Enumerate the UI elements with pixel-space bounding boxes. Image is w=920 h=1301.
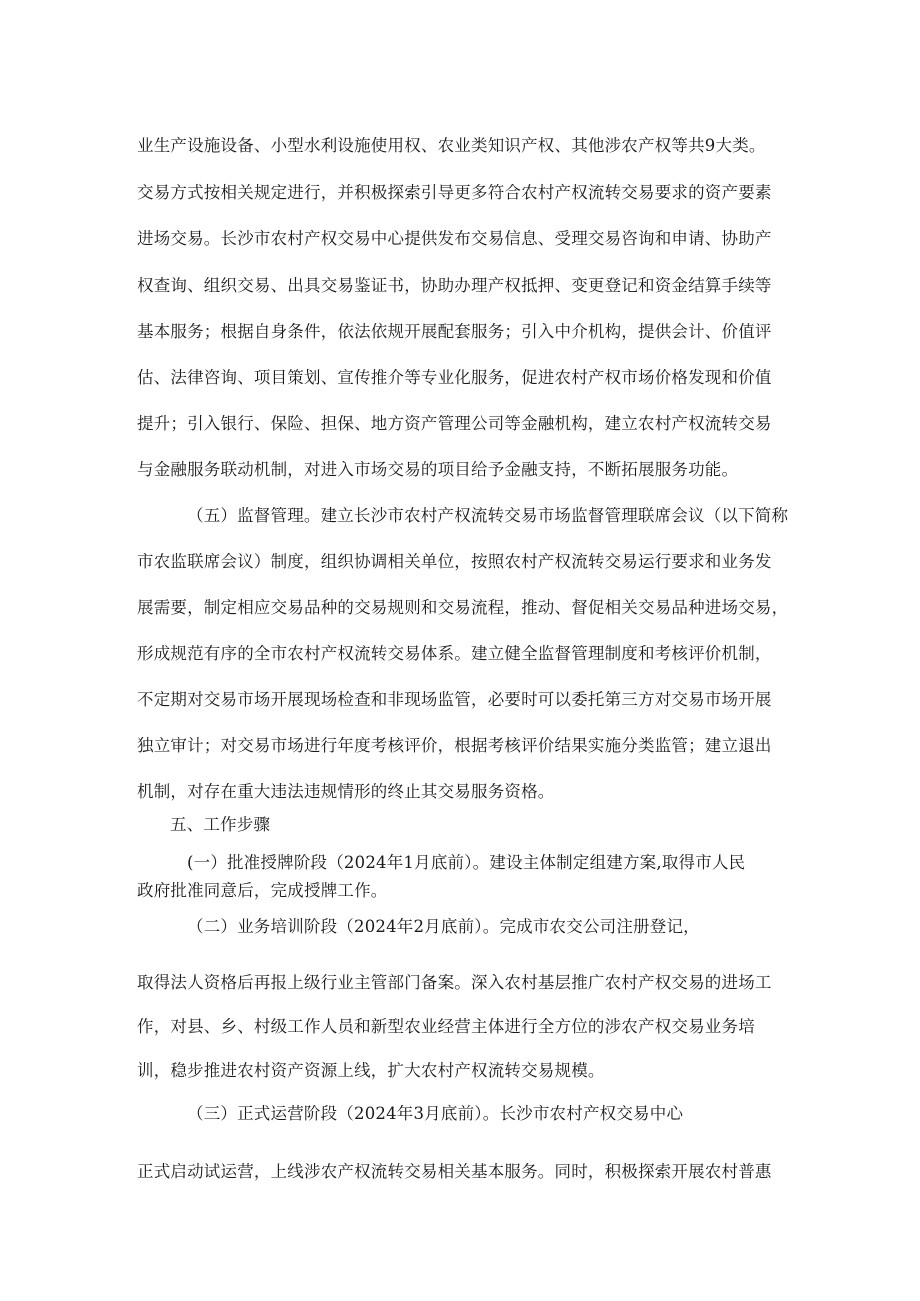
paragraph-line: 与金融服务联动机制，对进入市场交易的项目给予金融支持，不断拓展服务功能。 [137, 460, 739, 479]
paragraph-line: 交易方式按相关规定进行，并积极探索引导更多符合农村产权流转交易要求的资产要素 [137, 183, 772, 202]
paragraph-line: 估、法律咨询、项目策划、宣传推介等专业化服务，促进农村产权市场价格发现和价值 [137, 368, 772, 387]
paragraph-line: 机制，对存在重大违法违规情形的终止其交易服务资格。 [137, 782, 555, 801]
paragraph-line: 基本服务；根据自身条件，依法依规开展配套服务；引入中介机构，提供会计、价值评 [137, 322, 772, 341]
paragraph-line: 形成规范有序的全市农村产权流转交易体系。建立健全监督管理制度和考核评价机制， [137, 644, 772, 663]
step-two-first-line: （二）业务培训阶段（2024年2月底前）。完成市农交公司注册登记， [187, 917, 700, 936]
paragraph-line: 取得法人资格后再报上级行业主管部门备案。深入农村基层推广农村产权交易的进场工 [137, 973, 772, 992]
paragraph-line: 进场交易。长沙市农村产权交易中心提供发布交易信息、受理交易咨询和申请、协助产 [137, 229, 772, 248]
paragraph-line: 提升；引入银行、保险、担保、地方资产管理公司等金融机构，建立农村产权流转交易 [137, 414, 772, 433]
step-three-first-line: （三）正式运营阶段（2024年3月底前）。长沙市农村产权交易中心 [187, 1104, 684, 1123]
paragraph-line: 独立审计；对交易市场进行年度考核评价，根据考核评价结果实施分类监管；建立退出 [137, 736, 772, 755]
paragraph-line: 不定期对交易市场开展现场检查和非现场监管，必要时可以委托第三方对交易市场开展 [137, 690, 772, 709]
section-supervision-first-line: （五）监督管理。建立长沙市农村产权流转交易市场监督管理联席会议（以下简称 [187, 506, 789, 525]
paragraph-line: 正式启动试运营，上线涉农产权流转交易相关基本服务。同时，积极探索开展农村普惠 [137, 1162, 772, 1181]
paragraph-line: 权查询、组织交易、出具交易鉴证书，协助办理产权抵押、变更登记和资金结算手续等 [137, 276, 772, 295]
paragraph-line: 政府批准同意后，完成授牌工作。 [137, 881, 388, 900]
step-one-first-line: (一）批准授牌阶段（2024年1月底前）。建设主体制定组建方案,取得市人民 [187, 853, 746, 872]
paragraph-line: 作，对县、乡、村级工作人员和新型农业经营主体进行全方位的涉农产权交易业务培 [137, 1017, 755, 1036]
paragraph-line: 市农监联席会议）制度，组织协调相关单位，按照农村产权流转交易运行要求和业务发 [137, 552, 772, 571]
paragraph-line: 展需要，制定相应交易品种的交易规则和交易流程，推动、督促相关交易品种进场交易， [137, 598, 789, 617]
paragraph-line: 业生产设施设备、小型水利设施使用权、农业类知识产权、其他涉农产权等共9大类。 [137, 136, 766, 155]
section-heading-work-steps: 五、工作步骤 [170, 815, 271, 834]
paragraph-line: 训，稳步推进农村资产资源上线，扩大农村产权流转交易规模。 [137, 1061, 605, 1080]
